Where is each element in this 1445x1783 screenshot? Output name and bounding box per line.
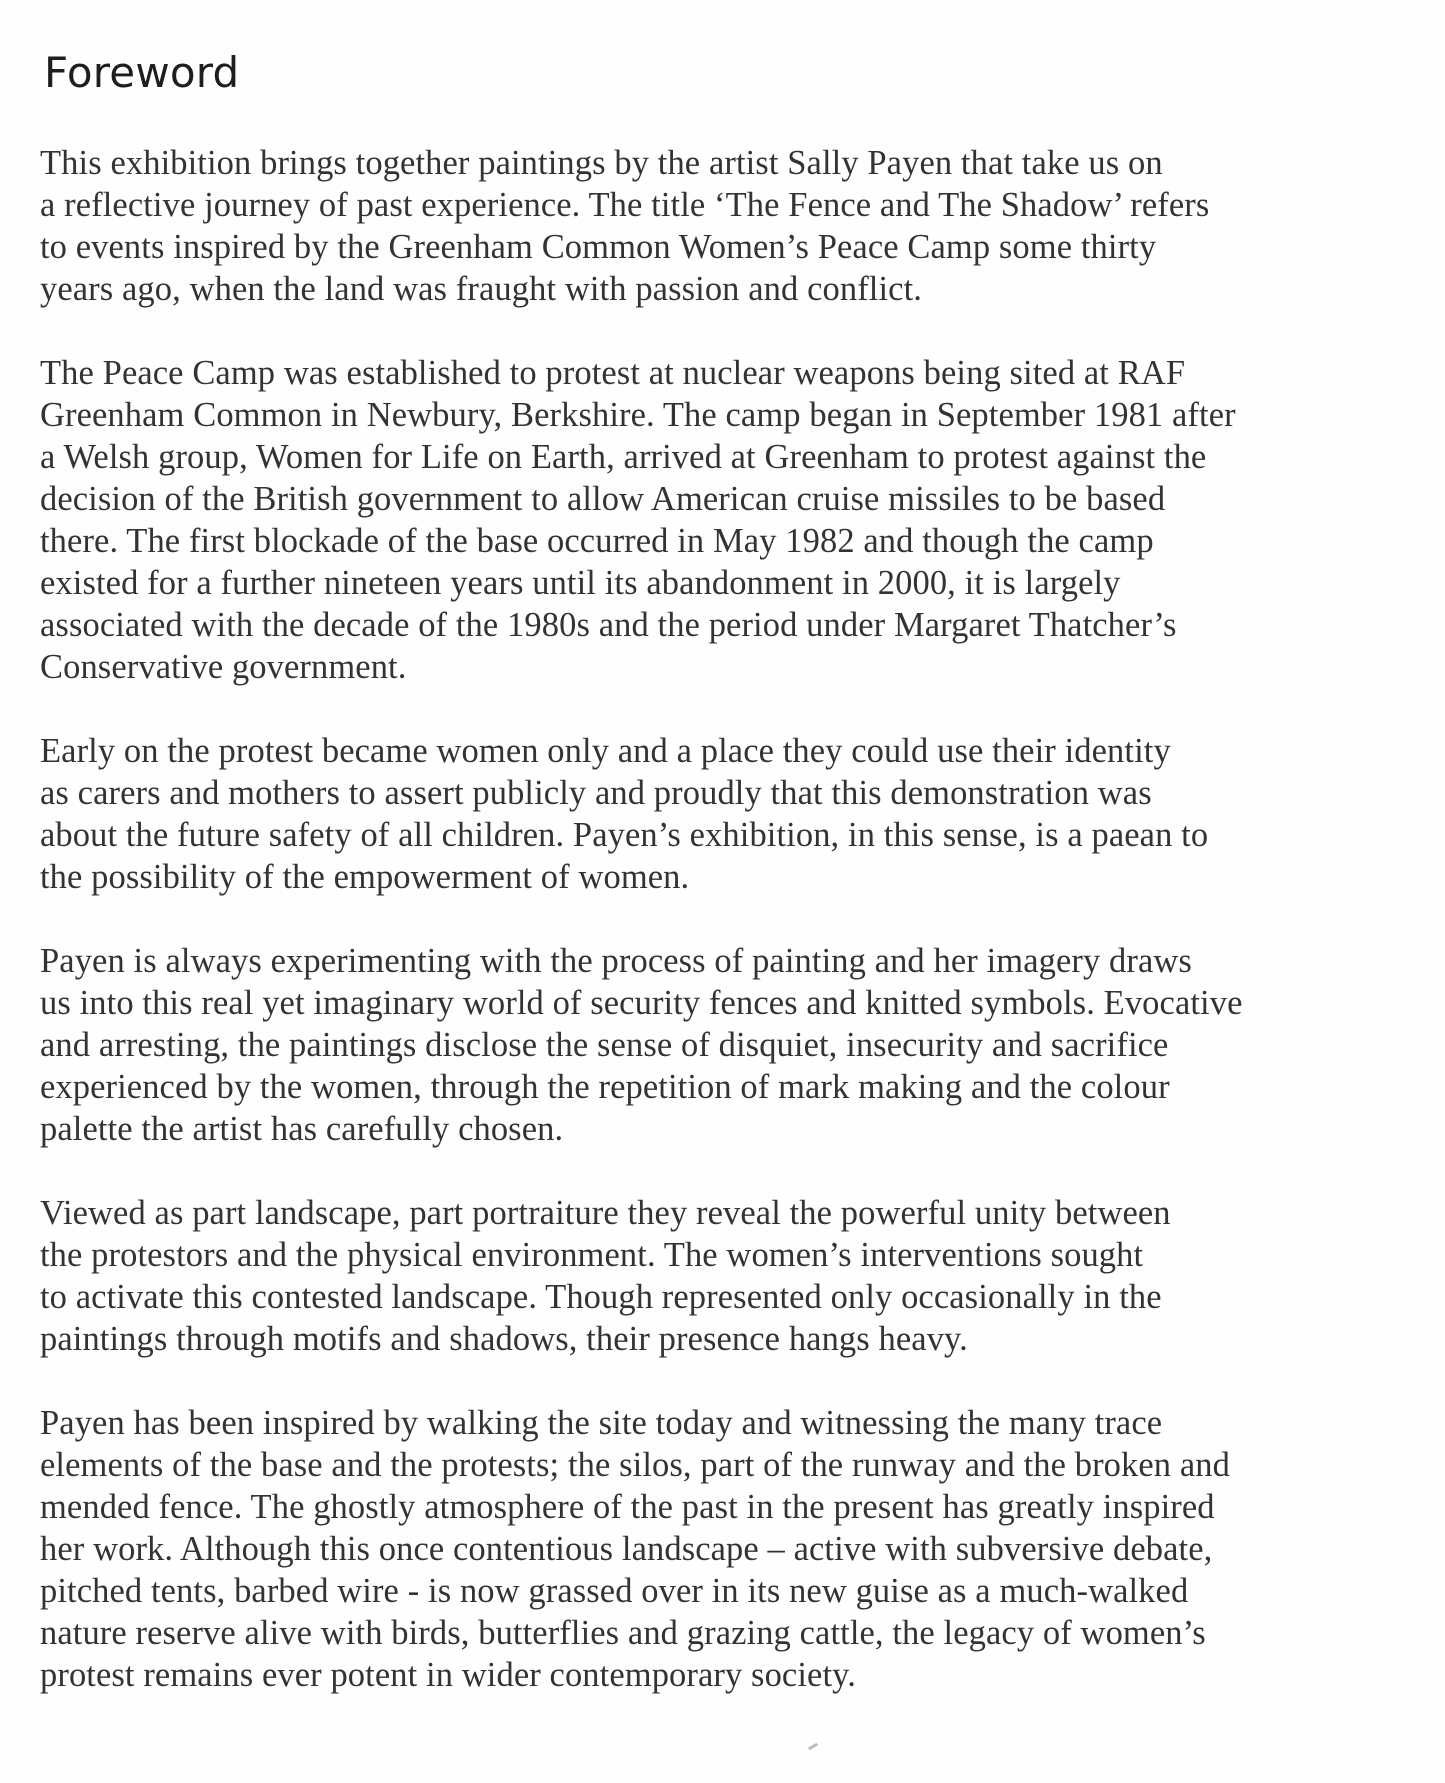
paragraph bbox=[40, 352, 1340, 688]
text-line: about the future safety of all children. Payen’s exhibition, in this sense, is a paean to bbox=[40, 816, 1209, 854]
text-line: as carers and mothers to assert publicly and proudly that this demonstration was bbox=[40, 774, 1152, 812]
text-line: a Welsh group, Women for Life on Earth, arrived at Greenham to protest against the bbox=[40, 438, 1207, 476]
paragraph bbox=[40, 1192, 1340, 1360]
text-line: the protestors and the physical environment. The women’s interventions sought bbox=[40, 1236, 1144, 1274]
text-line: us into this real yet imaginary world of security fences and knitted symbols. Evocative bbox=[40, 984, 1243, 1022]
text-line: paintings through motifs and shadows, their presence hangs heavy. bbox=[40, 1320, 968, 1358]
text-line: This exhibition brings together paintings by the artist Sally Payen that take us on bbox=[40, 144, 1163, 182]
text-line: nature reserve alive with birds, butterflies and grazing cattle, the legacy of women’s bbox=[40, 1614, 1206, 1652]
text-line: elements of the base and the protests; the silos, part of the runway and the broken and bbox=[40, 1446, 1230, 1484]
text-line: and arresting, the paintings disclose the sense of disquiet, insecurity and sacrifice bbox=[40, 1026, 1169, 1064]
paragraph bbox=[40, 142, 1340, 310]
text-line: a reflective journey of past experience. The title ‘The Fence and The Shadow’ refers bbox=[40, 186, 1210, 224]
text-line: Viewed as part landscape, part portraiture they reveal the powerful unity between bbox=[40, 1194, 1171, 1232]
text-line: Conservative government. bbox=[40, 648, 407, 686]
text-line: associated with the decade of the 1980s and the period under Margaret Thatcher’s bbox=[40, 606, 1177, 644]
text-line: Payen has been inspired by walking the site today and witnessing the many trace bbox=[40, 1404, 1163, 1442]
page-title: Foreword bbox=[44, 48, 240, 97]
text-line: years ago, when the land was fraught with passion and conflict. bbox=[40, 270, 922, 308]
text-line: The Peace Camp was established to protest at nuclear weapons being sited at RAF bbox=[40, 354, 1186, 392]
text-line: the possibility of the empowerment of women. bbox=[40, 858, 690, 896]
text-line: decision of the British government to allow American cruise missiles to be based bbox=[40, 480, 1166, 518]
text-line: existed for a further nineteen years until its abandonment in 2000, it is largely bbox=[40, 564, 1121, 602]
text-line: her work. Although this once contentious landscape – active with subversive debate, bbox=[40, 1530, 1213, 1568]
text-line: experienced by the women, through the repetition of mark making and the colour bbox=[40, 1068, 1170, 1106]
text-line: Early on the protest became women only and a place they could use their identity bbox=[40, 732, 1171, 770]
text-line: Payen is always experimenting with the process of painting and her imagery draws bbox=[40, 942, 1192, 980]
paragraph bbox=[40, 730, 1340, 898]
text-line: there. The first blockade of the base occurred in May 1982 and though the camp bbox=[40, 522, 1154, 560]
text-line: mended fence. The ghostly atmosphere of the past in the present has greatly inspired bbox=[40, 1488, 1215, 1526]
body-text bbox=[40, 142, 1340, 1738]
text-line: to activate this contested landscape. Though represented only occasionally in the bbox=[40, 1278, 1162, 1316]
text-line: to events inspired by the Greenham Common Women’s Peace Camp some thirty bbox=[40, 228, 1157, 266]
paragraph bbox=[40, 1402, 1340, 1696]
text-line: palette the artist has carefully chosen. bbox=[40, 1110, 564, 1148]
text-line: pitched tents, barbed wire - is now grassed over in its new guise as a much-walked bbox=[40, 1572, 1189, 1610]
text-line: protest remains ever potent in wider contemporary society. bbox=[40, 1656, 856, 1694]
text-line: Greenham Common in Newbury, Berkshire. The camp began in September 1981 after bbox=[40, 396, 1236, 434]
paragraph bbox=[40, 940, 1340, 1150]
scan-mark bbox=[808, 1743, 818, 1751]
